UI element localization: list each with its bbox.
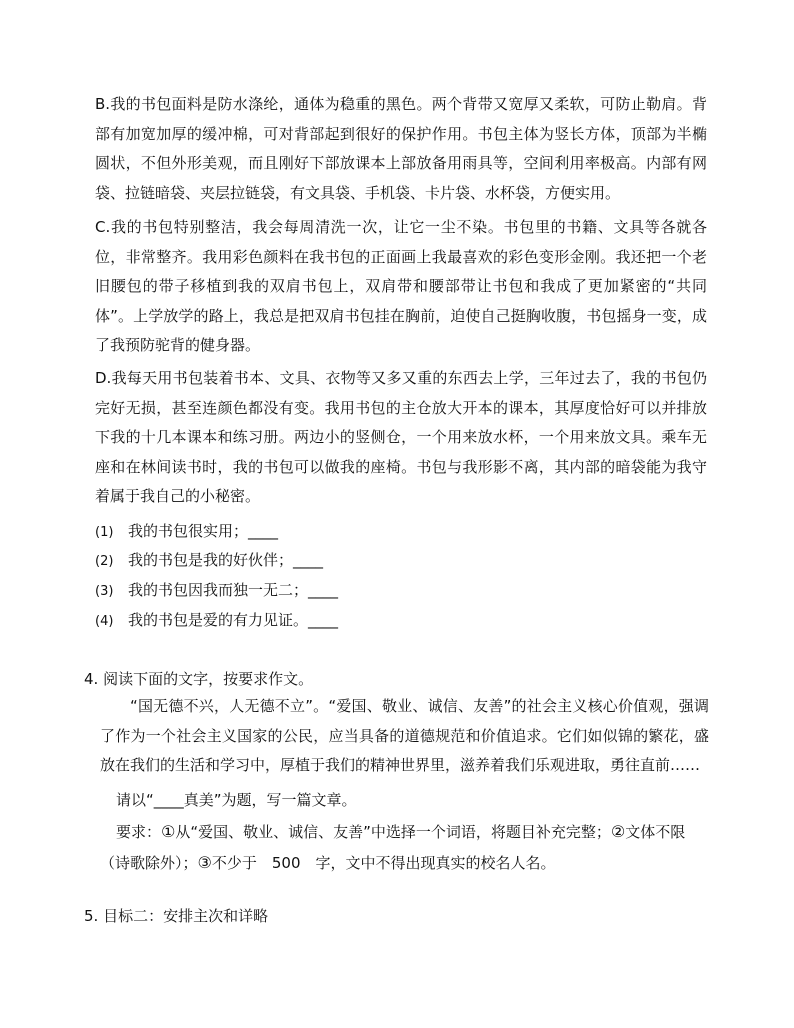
question-5-heading: 5. 目标二：安排主次和详略	[84, 907, 269, 925]
item-text: 我的书包很实用；____	[128, 522, 279, 540]
list-item	[95, 580, 338, 602]
question-4-prompt-text: “国无德不兴，人无德不立”。“爱国、敬业、诚信、友善”的社会主义核心价值观，强调了作为一个社会主义国家的公民，应当具备的道德规范和价值追求。它们如似锦的繁花，盛放在我们的生活和学习中，厚植于我们的精神世界里，滋养着我们乐观进取，勇往直前……	[100, 697, 709, 774]
requirement-1: 从“爱国、敬业、诚信、友善”中选择一个词语，将题目补充完整；	[175, 823, 611, 841]
item-text: 我的书包是爱的有力见证。____	[128, 611, 339, 629]
circled-number-2: ②	[610, 822, 626, 841]
question-4-prompt	[100, 692, 709, 781]
question-4-title-instruction	[100, 790, 357, 810]
question-4-requirements	[100, 817, 709, 878]
list-item	[95, 550, 323, 572]
item-number: (3)	[95, 584, 114, 599]
passage-c: C.我的书包特别整洁，我会每周清洗一次，让它一尘不染。书包里的书籍、文具等各就各位，非常整齐。我用彩色颜料在我书包的正面画上我最喜欢的彩色变形金刚。我还把一个老旧腰包的带子移植到我的双肩书包上，双肩带和腰部带让书包和我成了更加紧密的“共同体”。上学放学的路上，我总是把双肩书包挂在胸前，迫使自己挺胸收腹，书包摇身一变，成了我预防驼背的健身器。	[95, 218, 707, 354]
item-text: 我的书包是我的好伙伴；____	[128, 551, 324, 569]
item-number: (2)	[95, 554, 114, 569]
passage-d: D.我每天用书包装着书本、文具、衣物等又多又重的东西去上学，三年过去了，我的书包仍完好无损，甚至连颜色都没有变。我用书包的主仓放大开本的课本，其厚度恰好可以并排放下我的十几本课本和练习册。两边小的竖侧仓，一个用来放水杯，一个用来放文具。乘车无座和在林间读书时，我的书包可以做我的座椅。书包与我形影不离，其内部的暗袋能为我守着属于我自己的小秘密。	[95, 369, 707, 505]
item-number: (1)	[95, 525, 114, 540]
circled-number-3: ③	[197, 852, 212, 872]
requirements-prefix: 要求：	[116, 823, 162, 841]
title-instruction-text: 请以“____真美”为题，写一篇文章。	[116, 791, 357, 809]
list-item	[95, 521, 278, 543]
requirement-2: 文体不限（诗歌除外）；	[100, 823, 686, 872]
question-4-heading: 4. 阅读下面的文字，按要求作文。	[84, 670, 314, 688]
circled-number-1: ①	[161, 822, 176, 841]
list-item	[95, 610, 338, 632]
requirement-3: 不少于 500 字，文中不得出现真实的校名人名。	[211, 853, 556, 872]
item-number: (4)	[95, 614, 114, 629]
passage-b: B.我的书包面料是防水涤纶，通体为稳重的黑色。两个背带又宽厚又柔软，可防止勒肩。背部有加宽加厚的缓冲棉，可对背部起到很好的保护作用。书包主体为竖长方体，顶部为半椭圆状，不但外形美观，而且刚好下部放课本上部放备用雨具等，空间利用率极高。内部有网袋、拉链暗袋、夹层拉链袋，有文具袋、手机袋、卡片袋、水杯袋，方便实用。	[95, 95, 707, 202]
item-text: 我的书包因我而独一无二；____	[128, 581, 339, 599]
